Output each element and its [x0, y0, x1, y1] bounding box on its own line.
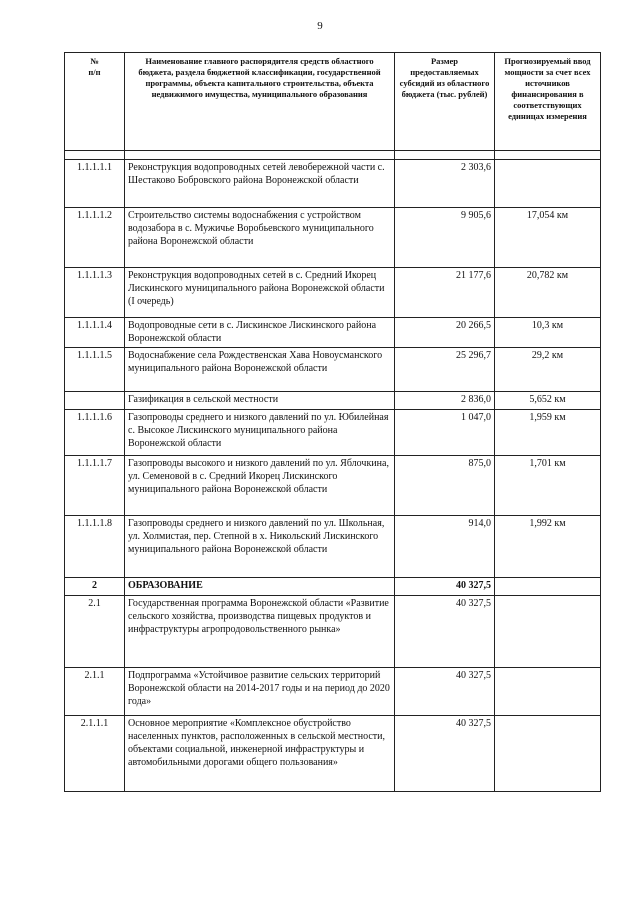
row-amount: 875,0 — [395, 456, 495, 516]
table-row — [65, 318, 601, 348]
page-number: 9 — [317, 20, 323, 32]
row-number: 1.1.1.1.8 — [65, 516, 125, 578]
row-amount: 25 296,7 — [395, 348, 495, 392]
table-header-row — [65, 53, 601, 151]
row-amount: 40 327,5 — [395, 716, 495, 792]
row-capacity: 1,992 км — [495, 516, 601, 578]
row-capacity: 1,959 км — [495, 410, 601, 456]
row-capacity: 5,652 км — [495, 392, 601, 410]
header-name: Наименование главного распорядителя средств областного бюджета, раздела бюджетной классификации, государственной программы, объекта капитального строительства, объекта недвижимого имущества, муниципального образования — [125, 53, 395, 151]
row-amount: 40 327,5 — [395, 668, 495, 716]
spacer-row — [65, 151, 601, 160]
row-capacity — [495, 596, 601, 668]
table-row — [65, 208, 601, 268]
row-number: 2 — [65, 578, 125, 596]
row-capacity: 29,2 км — [495, 348, 601, 392]
row-name: Реконструкция водопроводных сетей левобережной части с. Шестаково Бобровского района Воронежской области — [125, 160, 395, 208]
row-name: Основное мероприятие «Комплексное обустройство населенных пунктов, расположенных в сельской местности, объектами социальной, инженерной инфраструктуры и автомобильными дорогами общего пользования» — [125, 716, 395, 792]
row-amount: 21 177,6 — [395, 268, 495, 318]
row-capacity: 20,782 км — [495, 268, 601, 318]
header-amount: Размер предоставляемых субсидий из областного бюджета (тыс. рублей) — [395, 53, 495, 151]
row-capacity — [495, 578, 601, 596]
subsidy-table — [64, 52, 601, 792]
row-name: ОБРАЗОВАНИЕ — [125, 578, 395, 596]
row-name: Государственная программа Воронежской области «Развитие сельского хозяйства, производства пищевых продуктов и инфраструктуры агропродовольственного рынка» — [125, 596, 395, 668]
table-row — [65, 348, 601, 392]
row-number: 2.1 — [65, 596, 125, 668]
row-name: Строительство системы водоснабжения с устройством водозабора в с. Мужичье Воробьевского муниципального района Воронежской области — [125, 208, 395, 268]
row-number: 1.1.1.1.2 — [65, 208, 125, 268]
row-amount: 1 047,0 — [395, 410, 495, 456]
row-number: 1.1.1.1.5 — [65, 348, 125, 392]
row-amount: 9 905,6 — [395, 208, 495, 268]
row-amount: 40 327,5 — [395, 578, 495, 596]
row-number — [65, 392, 125, 410]
row-number: 1.1.1.1.3 — [65, 268, 125, 318]
row-capacity: 10,3 км — [495, 318, 601, 348]
row-number: 1.1.1.1.1 — [65, 160, 125, 208]
table-row — [65, 410, 601, 456]
row-number: 1.1.1.1.4 — [65, 318, 125, 348]
row-name: Газопроводы высокого и низкого давлений по ул. Яблочкина, ул. Семеновой в с. Средний Икорец Лискинского муниципального района Воронежской области — [125, 456, 395, 516]
table-row — [65, 668, 601, 716]
row-name: Подпрограмма «Устойчивое развитие сельских территорий Воронежской области на 2014-2017 годы и на период до 2020 года» — [125, 668, 395, 716]
row-number: 1.1.1.1.6 — [65, 410, 125, 456]
row-number: 2.1.1 — [65, 668, 125, 716]
row-name: Реконструкция водопроводных сетей в с. Средний Икорец Лискинского муниципального района Воронежской области (I очередь) — [125, 268, 395, 318]
row-name: Водоснабжение села Рождественская Хава Новоусманского муниципального района Воронежской области — [125, 348, 395, 392]
row-capacity — [495, 668, 601, 716]
table-row — [65, 456, 601, 516]
row-capacity: 1,701 км — [495, 456, 601, 516]
row-capacity — [495, 160, 601, 208]
row-amount: 20 266,5 — [395, 318, 495, 348]
row-amount: 914,0 — [395, 516, 495, 578]
row-number: 2.1.1.1 — [65, 716, 125, 792]
row-amount: 40 327,5 — [395, 596, 495, 668]
table-row — [65, 160, 601, 208]
header-number: № п/п — [65, 53, 125, 151]
row-name: Газопроводы среднего и низкого давлений по ул. Юбилейная с. Высокое Лискинского муниципального района Воронежской области — [125, 410, 395, 456]
row-amount: 2 303,6 — [395, 160, 495, 208]
header-capacity: Прогнозируемый ввод мощности за счет всех источников финансирования в соответствующих единицах измерения — [495, 53, 601, 151]
table-row — [65, 596, 601, 668]
section-row — [65, 578, 601, 596]
row-name: Водопроводные сети в с. Лискинское Лискинского района Воронежской области — [125, 318, 395, 348]
row-number: 1.1.1.1.7 — [65, 456, 125, 516]
table-row — [65, 392, 601, 410]
table-row — [65, 716, 601, 792]
row-amount: 2 836,0 — [395, 392, 495, 410]
row-name: Газификация в сельской местности — [125, 392, 395, 410]
row-name: Газопроводы среднего и низкого давлений по ул. Школьная, ул. Холмистая, пер. Степной в х. Никольский Лискинского муниципального района Воронежской области — [125, 516, 395, 578]
row-capacity: 17,054 км — [495, 208, 601, 268]
table-row — [65, 268, 601, 318]
row-capacity — [495, 716, 601, 792]
table-row — [65, 516, 601, 578]
